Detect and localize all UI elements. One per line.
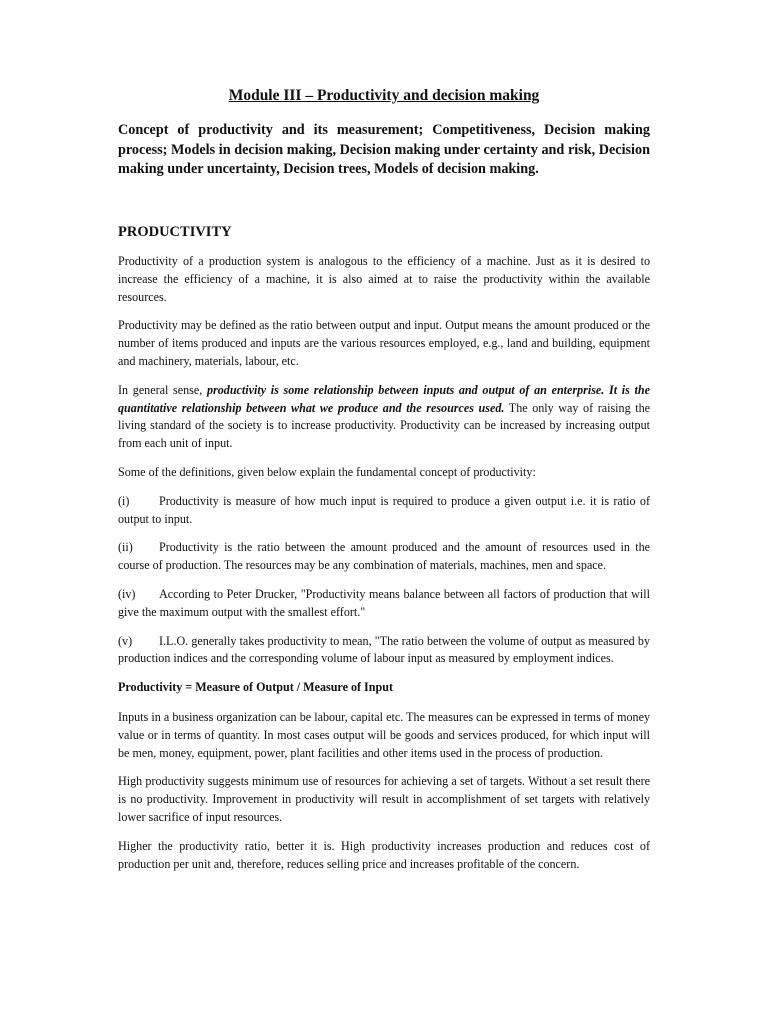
definition-text: Productivity is measure of how much input is required to produce a given output i.e. it is ratio of output to input. [118,493,650,526]
definition-item [118,586,650,622]
page-title: Module III – Productivity and decision making [228,87,540,104]
paragraph: Inputs in a business organization can be labour, capital etc. The measures can be expressed in terms of money value or in terms of quantity. In most cases output will be goods and services produced, for which input will be men, money, equipment, power, plant facilities and other items used in the process of production. [118,709,650,760]
definition-item [118,539,650,575]
emphasized-definition: productivity is some relationship between inputs and output of an enterprise. It is the quantitative relationship between what we produce and the resources used. [118,382,650,415]
definition-text: Productivity is the ratio between the amount produced and the amount of resources used in the course of production. The resources may be any combination of materials, machines, men and space. [118,540,650,573]
definition-item [118,493,650,529]
module-intro: Concept of productivity and its measurement; Competitiveness, Decision making process; Models in decision making, Decision making under certainty and risk, Decision making under uncertainty, Decision trees, Models of decision making. [118,122,650,177]
paragraph: Productivity of a production system is analogous to the efficiency of a machine. Just as it is desired to increase the efficiency of a machine, it is also aimed at to raise the productivity within the available resources. [118,254,650,304]
definition-number: (v) [118,633,133,648]
document-body [118,253,650,884]
paragraph [118,382,650,453]
paragraph-rest: The only way of raising the living standard of the society is to increase productivity. Productivity can be increased by increasing output from each unit of input. [118,400,651,451]
definition-number: (ii) [118,540,133,555]
paragraph-lead: In general sense, [118,382,207,397]
paragraph: Productivity may be defined as the ratio between output and input. Output means the amount produced or the number of items produced and inputs are the various resources employed, e.g., land and building, equipment and machinery, materials, labour, etc. [118,318,650,368]
paragraph: Some of the definitions, given below explain the fundamental concept of productivity: [118,464,536,479]
definition-number: (iv) [118,586,136,601]
definition-number: (i) [118,493,130,508]
definition-item [118,633,650,669]
definition-text: According to Peter Drucker, "Productivity means balance between all factors of production that will give the maximum output with the smallest effort." [118,586,650,619]
paragraph: High productivity suggests minimum use of resources for achieving a set of targets. Without a set result there is no productivity. Improvement in productivity will result in accomplishment of set targets with relatively lower sacrifice of input resources. [118,774,650,824]
productivity-formula: Productivity = Measure of Output / Measure of Input [118,680,393,695]
paragraph: Higher the productivity ratio, better it is. High productivity increases production and reduces cost of production per unit and, therefore, reduces selling price and increases profitable of the concern. [118,838,650,871]
section-heading: PRODUCTIVITY [118,224,232,240]
definition-text: I.L.O. generally takes productivity to mean, "The ratio between the volume of output as measured by production indices and the corresponding volume of labour input as measured by employment indices. [118,633,650,666]
